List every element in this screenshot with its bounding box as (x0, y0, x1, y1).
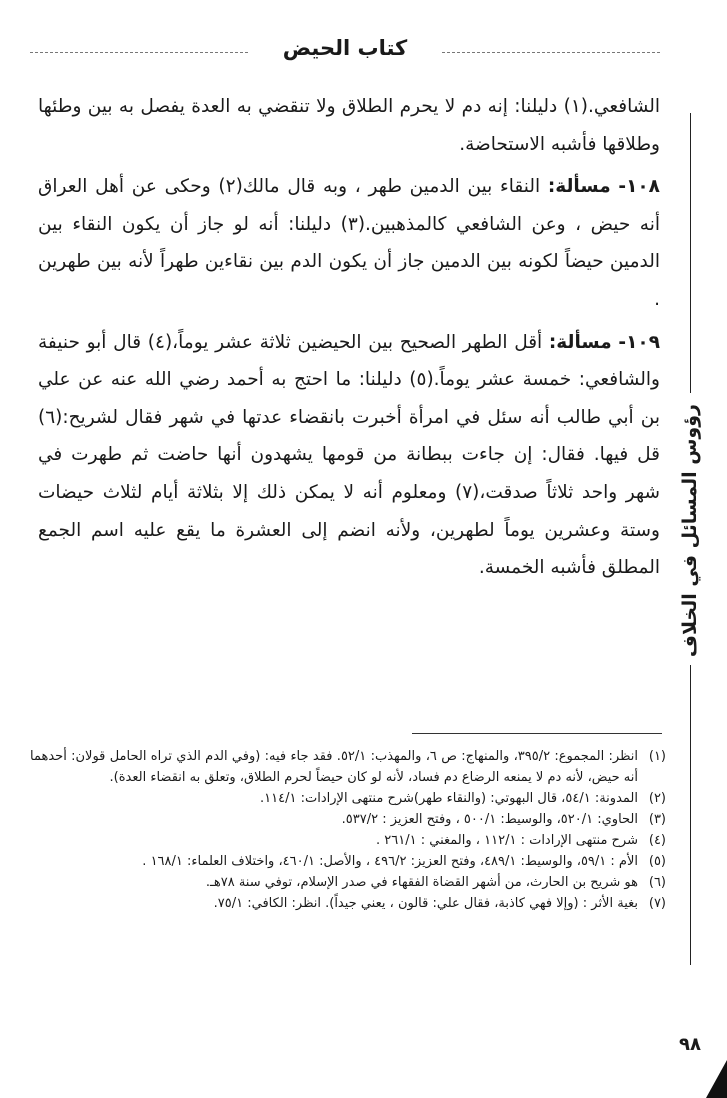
masala-109-text: أقل الطهر الصحيح بين الحيضين ثلاثة عشر يوماً،(٤) قال أبو حنيفة والشافعي: خمسة عشر يوماً.(٥) دليلنا: ما احتج به أحمد رضي الله عنه عن علي بن أبي طالب أنه سئل في امرأة أخبرت بانقضاء عدتها في شهر فقال لشريح:(٦) قل فيها. فقال: إن جاءت ببطانة من قومها يشهدون أنها حاضت ثم طهرت في شهر واحد ثلاثاً صدقت،(٧) ومعلوم أنه لا يمكن ذلك إلا بثلاثة أيام لثلاث حيضات وستة وعشرين يوماً لطهرين، ولأنه انضم إلى العشرة ما يقع عليه اسم الجمع المطلق فأشبه الخمسة. (38, 331, 660, 579)
main-text (38, 88, 660, 587)
footnote-text: بغية الأثر : (وإلا فهي كاذبة، فقال علي: قالون ، يعني جيداً). انظر: الكافي: ٧٥/١. (213, 896, 638, 911)
page-number: ٩٨ (679, 1034, 701, 1055)
footnote-separator (412, 733, 662, 734)
footnote-1 (30, 746, 666, 788)
footnote-text: الأم : ٥٩/١، والوسيط: ٤٨٩/١، وفتح العزيز: ٤٩٦/٢ ، والأصل: ٤٦٠/١، واختلاف العلماء: ١٦٨/١ . (142, 854, 638, 869)
side-rule-top (690, 113, 691, 393)
masala-108-number: ١٠٨- (618, 176, 660, 198)
side-rule-bottom (690, 665, 691, 965)
footnote-number: (٣) (648, 812, 666, 827)
footnote-number: (٦) (648, 875, 666, 890)
footnote-text: شرح منتهى الإرادات : ١١٢/١ ، والمغني : ٢٦١/١ . (376, 833, 638, 848)
footnote-text: الحاوي: ٥٢٠/١، والوسيط: ٥٠٠/١ ، وفتح العزيز : ٥٣٧/٢. (341, 812, 638, 827)
footnote-5 (30, 851, 666, 872)
header-rule-right (442, 52, 660, 53)
footnote-text: هو شريح بن الحارث، من أشهر القضاة الفقهاء في صدر الإسلام، توفي سنة ٧٨هـ. (205, 875, 638, 890)
masala-108-text: النقاء بين الدمين طهر ، وبه قال مالك(٢) وحكى عن أهل العراق أنه حيض ، وعن الشافعي كالمذهبين.(٣) دليلنا: أنه لو جاز أن يكون النقاء بين الدمين حيضاً لكونه بين الدمين جاز أن يكون الدم بين نقاءين طهراً لأنه بين طهرين . (38, 176, 660, 310)
side-book-title: رؤوس المسائل في الخلاف (679, 404, 701, 658)
footnote-7 (30, 893, 666, 914)
paragraph-continuation: الشافعي.(١) دليلنا: إنه دم لا يحرم الطلاق ولا تنقضي به العدة يفصل به بين وطئها وطلاقها فأشبه الاستحاضة. (38, 96, 660, 155)
footnote-text: المدونة: ٥٤/١، قال البهوتي: (والنقاء طهر)شرح منتهى الإرادات: ١١٤/١. (260, 791, 638, 806)
page-corner-mark (706, 1060, 727, 1098)
footnote-6 (30, 872, 666, 893)
running-header (30, 34, 660, 64)
masala-109-label: مسألة: (548, 331, 612, 353)
footnote-2 (30, 788, 666, 809)
footnote-4 (30, 830, 666, 851)
footnote-number: (١) (648, 749, 666, 764)
masala-109 (38, 324, 660, 587)
footnote-number: (٥) (648, 854, 666, 869)
footnote-number: (٧) (648, 896, 666, 911)
masala-108-label: مسألة: (547, 176, 611, 198)
footnote-number: (٤) (648, 833, 666, 848)
masala-109-number: ١٠٩- (618, 331, 660, 353)
footnote-text: انظر: المجموع: ٣٩٥/٢، والمنهاج: ص ٦، والمهذب: ٥٢/١. فقد جاء فيه: (وفي الدم الذي تراه الحامل قولان: أحدهما أنه حيض، لأنه دم لا يمنعه الرضاع دم فساد، لأنه لو كان حيضاً لحرم الطلاق، وتعلق به انقضاء العدة). (30, 749, 639, 785)
masala-108 (38, 168, 660, 318)
footnotes (30, 746, 666, 914)
footnote-3 (30, 809, 666, 830)
chapter-title: كتاب الحيض (282, 36, 408, 60)
footnote-number: (٢) (648, 791, 666, 806)
